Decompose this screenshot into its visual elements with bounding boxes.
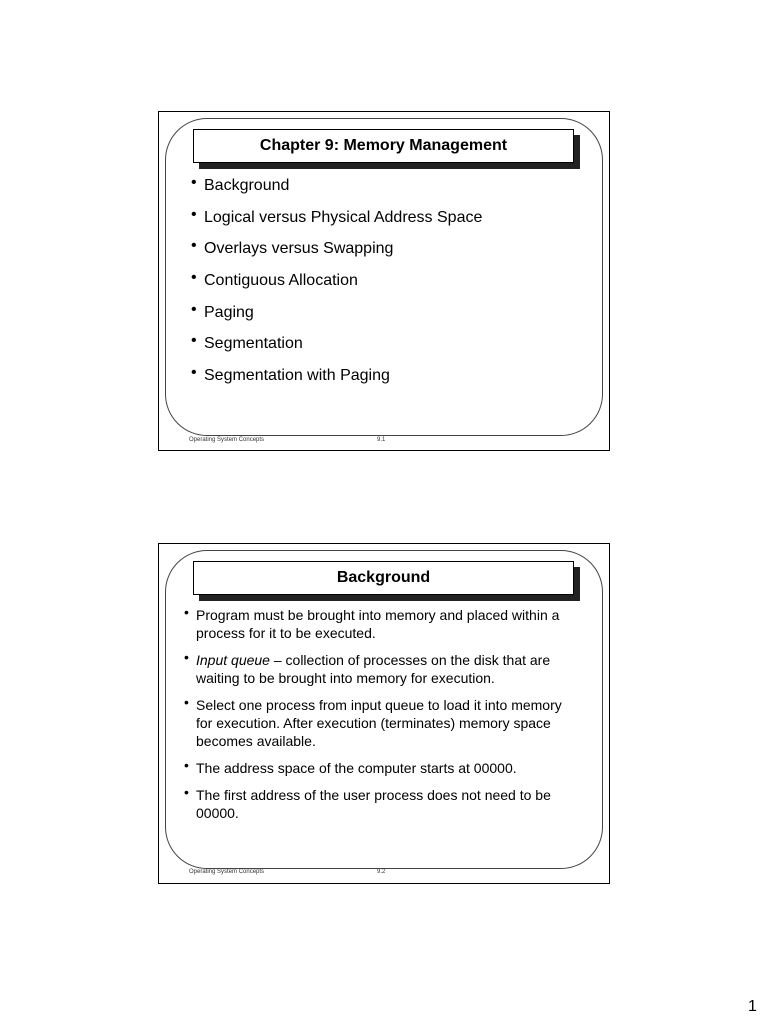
bullet-item: • Segmentation with Paging [187,366,482,398]
slide-1 [158,111,610,451]
bullet-item: • Contiguous Allocation [187,271,482,303]
slide-footer-course: Operating System Concepts [189,869,265,875]
slide-title: Background [193,561,574,595]
bullet-item: • Input queue – collection of processes on the disk that are waiting to be brought into memory for execution. [181,651,581,687]
page-number: 1 [748,998,757,1015]
bullet-item: • Program must be brought into memory and placed within a process for it to be executed. [181,606,581,642]
bullet-list [181,606,581,831]
bullet-item: • Logical versus Physical Address Space [187,208,482,240]
slide-footer-number: 9.2 [377,869,386,875]
bullet-item: • The first address of the user process does not need to be 00000. [181,786,581,822]
slide-footer-number: 9.1 [377,437,386,443]
bullet-item: • Paging [187,303,482,335]
bullet-item: • The address space of the computer starts at 00000. [181,759,581,777]
bullet-item: • Select one process from input queue to load it into memory for execution. After execution (terminates) memory space becomes available. [181,696,581,750]
slide-footer-course: Operating System Concepts [189,437,265,443]
bullet-item: • Segmentation [187,334,482,366]
bullet-list [187,176,482,398]
bullet-item: • Overlays versus Swapping [187,239,482,271]
slide-title: Chapter 9: Memory Management [193,129,574,163]
slide-2 [158,543,610,884]
bullet-item: • Background [187,176,482,208]
term-input-queue: Input queue [196,652,270,668]
